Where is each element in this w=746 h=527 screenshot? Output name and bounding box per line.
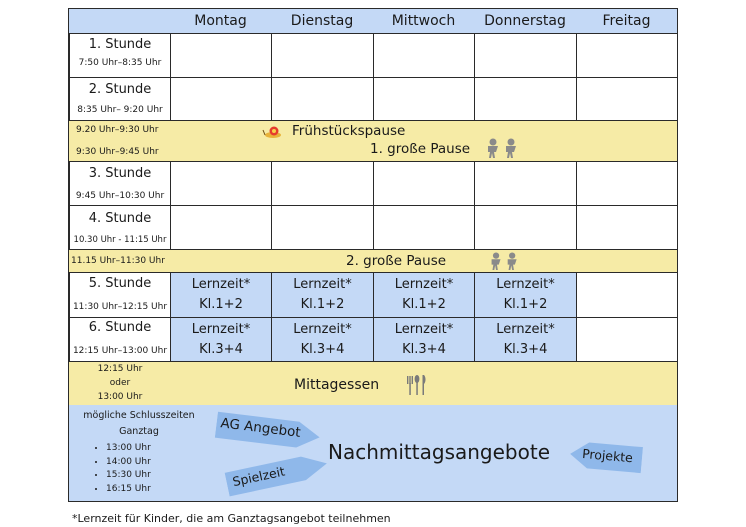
day-header: Montag bbox=[194, 13, 247, 29]
timetable-cell[interactable] bbox=[271, 205, 374, 250]
timetable-cell[interactable] bbox=[474, 77, 577, 121]
closing-times-list bbox=[90, 442, 151, 496]
closing-times-heading: mögliche Schlusszeiten bbox=[83, 410, 195, 421]
day-header: Freitag bbox=[602, 13, 651, 29]
timetable-cell[interactable] bbox=[474, 33, 577, 78]
lernzeit-cell[interactable]: Lernzeit* Kl.1+2 bbox=[373, 272, 475, 318]
cutlery-icon bbox=[405, 372, 429, 396]
lesson-label: 5. Stunde bbox=[88, 276, 152, 291]
closing-time-item: • 15:30 Uhr bbox=[106, 469, 151, 483]
timetable-cell[interactable] bbox=[170, 205, 272, 250]
lunch-time: 12:15 Uhr bbox=[97, 364, 143, 374]
snail-icon bbox=[262, 125, 282, 139]
lunch-time: 13:00 Uhr bbox=[97, 392, 143, 402]
lunch-label: Mittagessen bbox=[294, 377, 380, 393]
timetable-cell[interactable] bbox=[474, 205, 577, 250]
lernzeit-cell[interactable]: Lernzeit* Kl.3+4 bbox=[170, 317, 272, 362]
timetable-cell[interactable] bbox=[576, 33, 678, 78]
timetable-cell[interactable] bbox=[576, 161, 678, 206]
break-time: 9:30 Uhr–9:45 Uhr bbox=[76, 147, 159, 157]
timetable-cell[interactable] bbox=[373, 205, 475, 250]
footnote: *Lernzeit für Kinder, die am Ganztagsangebot teilnehmen bbox=[72, 512, 391, 525]
timetable-cell[interactable] bbox=[576, 77, 678, 121]
children-icon bbox=[484, 138, 522, 158]
lernzeit-cell[interactable]: Lernzeit* Kl.1+2 bbox=[170, 272, 272, 318]
timetable-cell[interactable] bbox=[373, 33, 475, 78]
closing-time-item: • 13:00 Uhr bbox=[106, 442, 151, 456]
ag-arrow-label: AG Angebot bbox=[219, 415, 302, 441]
lesson-label: 6. Stunde bbox=[88, 320, 152, 335]
timetable-cell[interactable] bbox=[576, 317, 678, 362]
day-header: Dienstag bbox=[290, 13, 354, 29]
timetable-cell[interactable] bbox=[170, 77, 272, 121]
spielzeit-arrow-label: Spielzeit bbox=[231, 463, 287, 490]
lesson-label: 2. Stunde bbox=[88, 82, 152, 97]
breakfast-label: Frühstückspause bbox=[292, 123, 406, 139]
timetable-cell[interactable] bbox=[576, 272, 678, 318]
closing-time-item: • 14:00 Uhr bbox=[106, 456, 151, 470]
break-label: 2. große Pause bbox=[346, 253, 447, 269]
lernzeit-cell[interactable]: Lernzeit* Kl.3+4 bbox=[474, 317, 577, 362]
timetable-cell[interactable] bbox=[170, 161, 272, 206]
projekte-arrow-label: Projekte bbox=[581, 445, 634, 466]
projekte-arrow bbox=[569, 438, 644, 476]
lesson-time: 7:50 Uhr–8:35 Uhr bbox=[78, 58, 162, 68]
day-header: Donnerstag bbox=[484, 13, 566, 29]
lernzeit-cell[interactable]: Lernzeit* Kl.3+4 bbox=[373, 317, 475, 362]
day-header: Mittwoch bbox=[391, 13, 456, 29]
lernzeit-cell[interactable]: Lernzeit* Kl.1+2 bbox=[271, 272, 374, 318]
lesson-label: 1. Stunde bbox=[88, 37, 152, 52]
timetable-cell[interactable] bbox=[373, 77, 475, 121]
lesson-label: 4. Stunde bbox=[88, 211, 152, 226]
lesson-time: 11:30 Uhr–12:15 Uhr bbox=[72, 302, 168, 312]
lesson-time: 10.30 Uhr - 11:15 Uhr bbox=[73, 235, 167, 245]
break-label: 1. große Pause bbox=[370, 141, 471, 157]
lernzeit-cell[interactable]: Lernzeit* Kl.1+2 bbox=[474, 272, 577, 318]
timetable-cell[interactable] bbox=[474, 161, 577, 206]
lesson-time: 12:15 Uhr–13:00 Uhr bbox=[72, 346, 168, 356]
timetable-cell[interactable] bbox=[271, 33, 374, 78]
timetable-cell[interactable] bbox=[271, 77, 374, 121]
children-icon bbox=[488, 251, 522, 271]
lesson-time: 8:35 Uhr– 9:20 Uhr bbox=[77, 105, 163, 115]
lernzeit-cell[interactable]: Lernzeit* Kl.3+4 bbox=[271, 317, 374, 362]
timetable-cell[interactable] bbox=[373, 161, 475, 206]
lesson-time: 9:45 Uhr–10:30 Uhr bbox=[75, 191, 165, 201]
lesson-label: 3. Stunde bbox=[88, 166, 152, 181]
closing-times-heading: Ganztag bbox=[119, 426, 159, 437]
break-time: 9.20 Uhr–9:30 Uhr bbox=[76, 125, 159, 135]
timetable-cell[interactable] bbox=[271, 161, 374, 206]
timetable-cell[interactable] bbox=[576, 205, 678, 250]
lunch-or: oder bbox=[109, 378, 131, 388]
closing-time-item: • 16:15 Uhr bbox=[106, 483, 151, 497]
break-time: 11.15 Uhr–11:30 Uhr bbox=[71, 256, 165, 266]
timetable-cell[interactable] bbox=[170, 33, 272, 78]
afternoon-title: Nachmittagsangebote bbox=[328, 440, 550, 464]
